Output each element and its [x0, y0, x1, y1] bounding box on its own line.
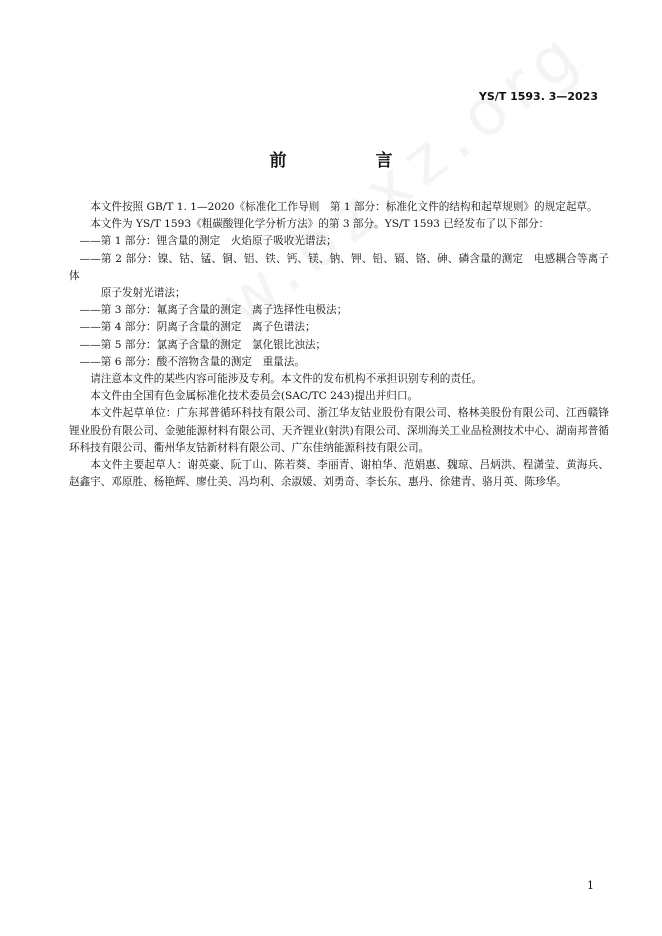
paragraph-drafters: 本文件主要起草人：谢英豪、阮丁山、陈若葵、李丽青、谢柏华、范娟惠、魏琼、吕炳洪、程潇莹、黄海兵、赵鑫宇、邓原胜、杨艳辉、廖仕美、冯均利、余淑媛、刘勇奇、李长东、惠丹、徐建青、骆月英、陈珍华。	[69, 459, 609, 489]
document-body	[69, 199, 609, 491]
list-item-part-2-continuation: 原子发射光谱法；	[100, 287, 186, 300]
list-item-part-6: ——第 6 部分：酸不溶物含量的测定 重量法。	[79, 355, 305, 368]
list-item-part-2: ——第 2 部分：镍、钴、锰、铜、铝、铁、钙、镁、钠、钾、铅、镉、铬、砷、磷含量的测定 电感耦合等离子体	[69, 252, 609, 282]
paragraph-committee: 本文件由全国有色金属标准化技术委员会(SAC/TC 243)提出并归口。	[90, 390, 419, 403]
page-title: 前 言	[269, 151, 429, 171]
paragraph-patent-notice: 请注意本文件的某些内容可能涉及专利。本文件的发布机构不承担识别专利的责任。	[90, 373, 483, 386]
page-number: 1	[587, 879, 594, 892]
list-item-part-1: ——第 1 部分：锂含量的测定 火焰原子吸收光谱法；	[79, 235, 337, 248]
paragraph-series-intro: 本文件为 YS/T 1593《粗碳酸锂化学分析方法》的第 3 部分。YS/T 1593 已经发布了以下部分：	[90, 218, 550, 231]
list-item-part-3: ——第 3 部分：氟离子含量的测定 离子选择性电极法；	[79, 304, 348, 317]
paragraph-drafting-units: 本文件起草单位：广东邦普循环科技有限公司、浙江华友钴业股份有限公司、格林美股份有限公司、江西赣锋锂业股份有限公司、金驰能源材料有限公司、天齐锂业(射洪)有限公司、深圳海关工业品检测技术中心、湖南邦普循环科技有限公司、衢州华友钴新材料有限公司、广东佳纳能源科技有限公司。	[69, 407, 609, 454]
list-item-part-4: ——第 4 部分：阴离子含量的测定 离子色谱法；	[79, 321, 316, 334]
list-item-part-5: ——第 5 部分：氯离子含量的测定 氯化银比浊法；	[79, 338, 327, 351]
standard-code: YS/T 1593. 3—2023	[478, 90, 598, 103]
paragraph-drafting-rules: 本文件按照 GB/T 1. 1—2020《标准化工作导则 第 1 部分：标准化文件的结构和起草规则》的规定起草。	[90, 201, 598, 213]
